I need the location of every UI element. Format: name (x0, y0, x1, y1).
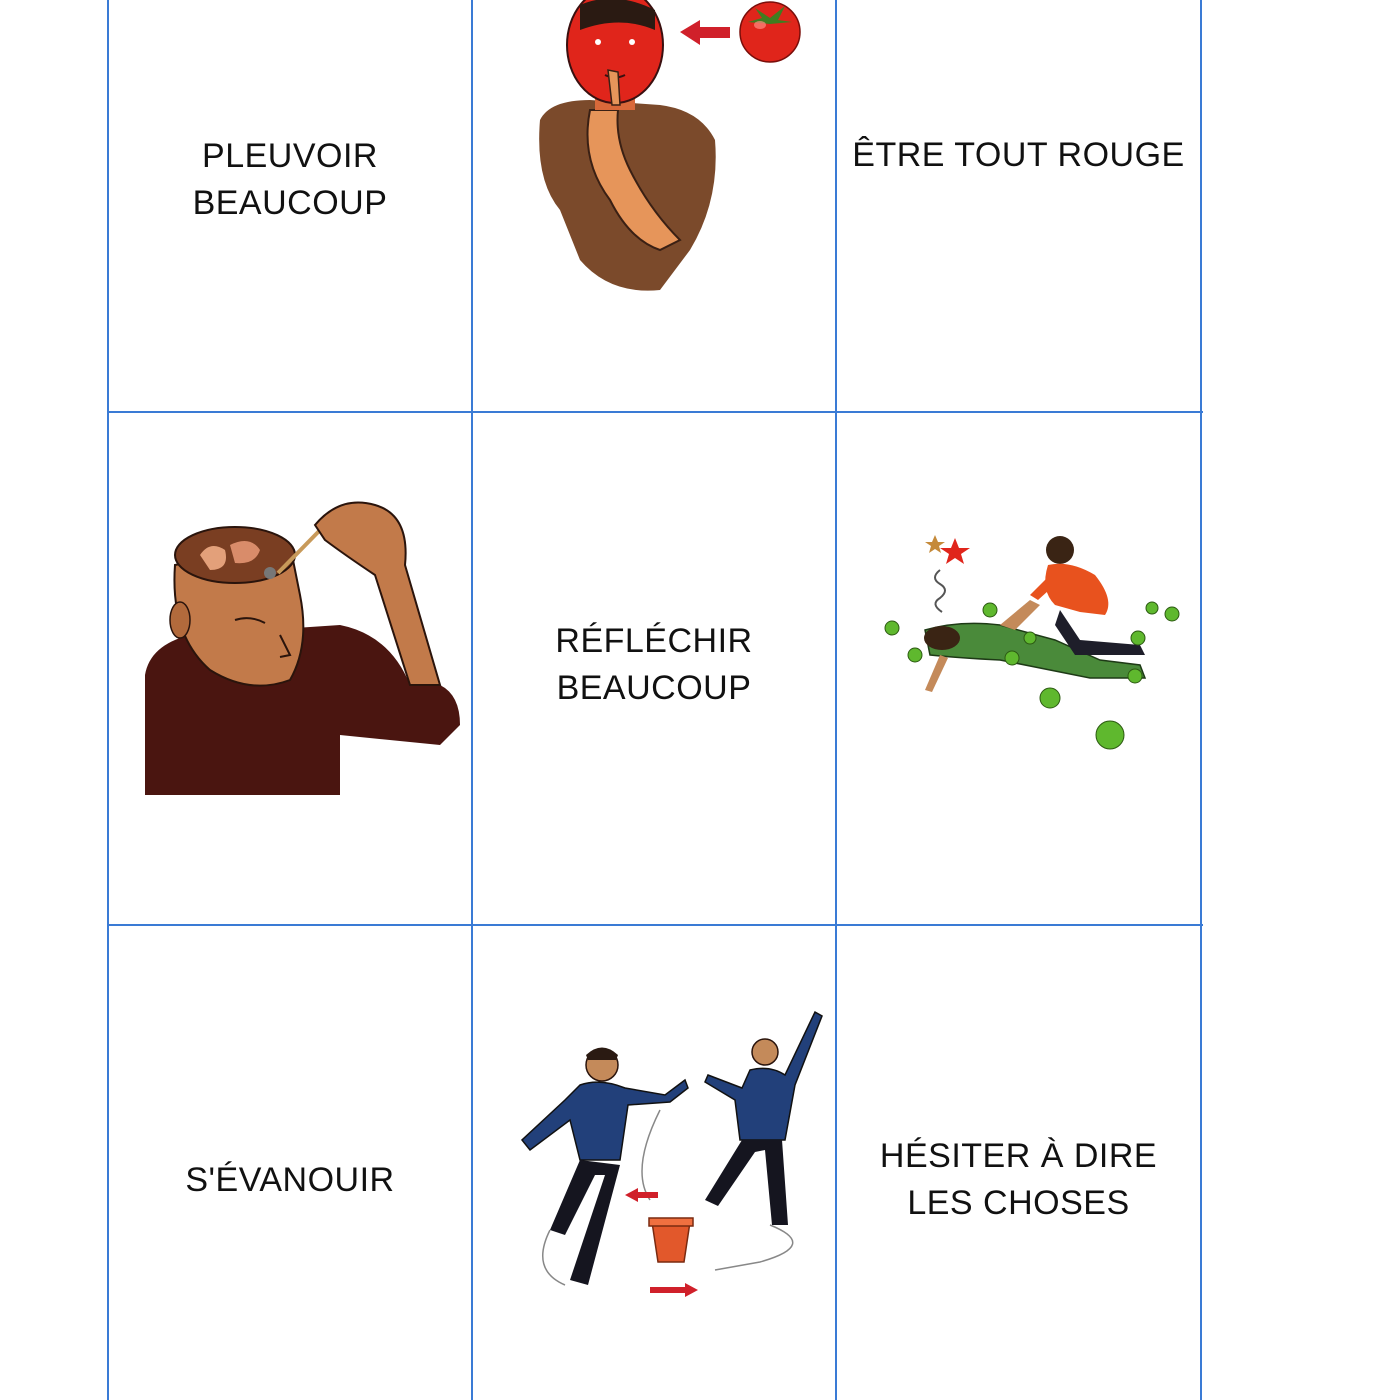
grid-line-horizontal-2 (107, 924, 1203, 926)
card-s-evanouir (109, 1140, 471, 1220)
card-label: HÉSITER À DIRE LES CHOSES (879, 1137, 1158, 1222)
card-label: RÉFLÉCHIR BEAUCOUP (555, 622, 753, 707)
card-pleuvoir-beaucoup (109, 60, 471, 300)
fainting-person-apples-icon (880, 530, 1190, 760)
card-hesiter-a-dire-les-choses (837, 1130, 1200, 1230)
card-label: S'ÉVANOUIR (185, 1160, 395, 1199)
card-label: PLEUVOIR BEAUCOUP (192, 137, 388, 222)
grid-line-horizontal-1 (107, 411, 1203, 413)
two-men-dancing-around-pot-icon (510, 1000, 830, 1310)
grid-line-vertical-4 (1200, 0, 1202, 1400)
card-label: ÊTRE TOUT ROUGE (852, 135, 1185, 174)
card-reflechir-beaucoup (473, 610, 835, 720)
card-etre-tout-rouge (837, 110, 1200, 200)
blushing-man-tomato-icon (520, 0, 820, 300)
man-open-head-thinking-icon (140, 485, 470, 800)
